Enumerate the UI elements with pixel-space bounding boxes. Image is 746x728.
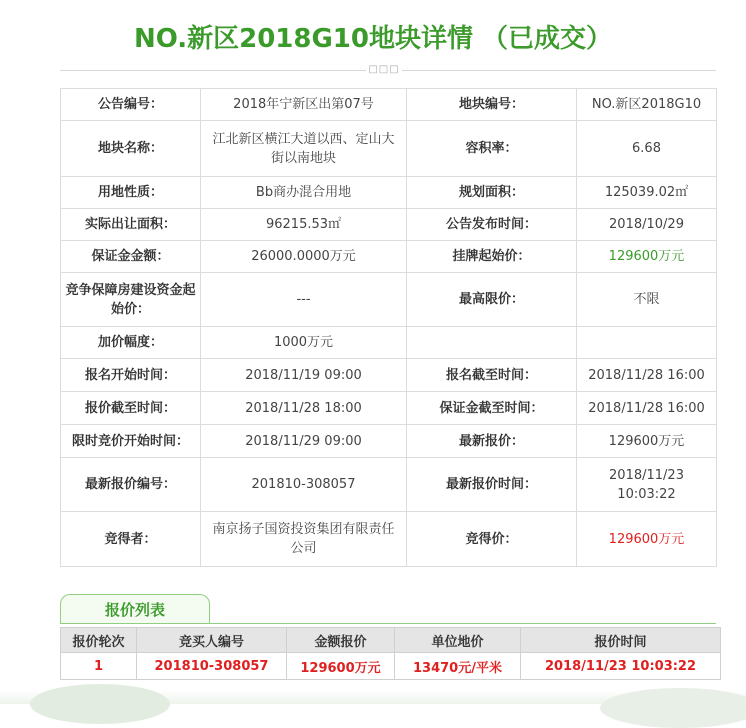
label-signup-start: 报名开始时间：	[61, 359, 201, 392]
label-max-price: 最高限价：	[407, 273, 577, 327]
value-empty	[577, 327, 717, 359]
value-max-price: 不限	[577, 273, 717, 327]
header-amount: 金额报价	[287, 628, 395, 653]
label-parcel-name: 地块名称：	[61, 121, 201, 177]
value-latest-bid-time: 2018/11/23 10:03:22	[577, 458, 717, 512]
value-winning-price: 129600万元	[577, 512, 717, 567]
value-latest-bid-no: 201810-308057	[201, 458, 407, 512]
header-unit-price: 单位地价	[395, 628, 521, 653]
label-actual-area: 实际出让面积：	[61, 209, 201, 241]
table-row	[61, 653, 721, 680]
cell-bidder-no: 201810-308057	[137, 653, 287, 680]
label-latest-bid-no: 最新报价编号：	[61, 458, 201, 512]
label-planned-area: 规划面积：	[407, 177, 577, 209]
table-row	[61, 241, 717, 273]
table-row	[61, 273, 717, 327]
table-row	[61, 177, 717, 209]
value-housing-fund-start: ---	[201, 273, 407, 327]
footer-hill-right	[600, 688, 746, 728]
label-timed-bid-start: 限时竞价开始时间：	[61, 425, 201, 458]
label-plot-ratio: 容积率：	[407, 121, 577, 177]
value-increment: 1000万元	[201, 327, 407, 359]
label-empty	[407, 327, 577, 359]
value-latest-bid: 129600万元	[577, 425, 717, 458]
cell-unit-price: 13470元/平米	[395, 653, 521, 680]
table-row	[61, 327, 717, 359]
value-timed-bid-start: 2018/11/29 09:00	[201, 425, 407, 458]
cell-amount: 129600万元	[287, 653, 395, 680]
value-deposit: 26000.0000万元	[201, 241, 407, 273]
value-land-use: Bb商办混合用地	[201, 177, 407, 209]
table-row	[61, 359, 717, 392]
table-row	[61, 458, 717, 512]
value-start-price: 129600万元	[577, 241, 717, 273]
value-actual-area: 96215.53㎡	[201, 209, 407, 241]
land-detail-table	[60, 88, 717, 567]
value-parcel-name: 江北新区横江大道以西、定山大街以南地块	[201, 121, 407, 177]
label-announcement-no: 公告编号：	[61, 89, 201, 121]
label-deposit-end: 保证金截至时间：	[407, 392, 577, 425]
value-plot-ratio: 6.68	[577, 121, 717, 177]
label-housing-fund-start: 竞争保障房建设资金起始价：	[61, 273, 201, 327]
cell-round: 1	[61, 653, 137, 680]
value-deposit-end: 2018/11/28 16:00	[577, 392, 717, 425]
value-bid-end: 2018/11/28 18:00	[201, 392, 407, 425]
table-row	[61, 89, 717, 121]
value-publish-time: 2018/10/29	[577, 209, 717, 241]
tab-price-list[interactable]: 报价列表	[60, 594, 210, 624]
label-latest-bid: 最新报价：	[407, 425, 577, 458]
value-signup-start: 2018/11/19 09:00	[201, 359, 407, 392]
page-title: NO.新区2018G10地块详情 （已成交）	[133, 24, 613, 54]
label-bid-end: 报价截至时间：	[61, 392, 201, 425]
label-land-use: 用地性质：	[61, 177, 201, 209]
price-list-header	[61, 628, 721, 653]
value-parcel-no: NO.新区2018G10	[577, 89, 717, 121]
value-announcement-no: 2018年宁新区出第07号	[201, 89, 407, 121]
price-list-underline	[60, 623, 716, 624]
price-list-table	[60, 627, 721, 680]
label-latest-bid-time: 最新报价时间：	[407, 458, 577, 512]
footer-hill-left	[30, 684, 170, 724]
label-publish-time: 公告发布时间：	[407, 209, 577, 241]
header-bid-time: 报价时间	[521, 628, 721, 653]
cell-bid-time: 2018/11/23 10:03:22	[521, 653, 721, 680]
value-winner: 南京扬子国资投资集团有限责任公司	[201, 512, 407, 567]
divider-dots: □□□	[366, 64, 402, 76]
table-row	[61, 121, 717, 177]
label-winner: 竞得者：	[61, 512, 201, 567]
table-row	[61, 512, 717, 567]
header-round: 报价轮次	[61, 628, 137, 653]
header-bidder-no: 竞买人编号	[137, 628, 287, 653]
value-planned-area: 125039.02㎡	[577, 177, 717, 209]
table-row	[61, 392, 717, 425]
label-deposit: 保证金金额：	[61, 241, 201, 273]
label-parcel-no: 地块编号：	[407, 89, 577, 121]
label-signup-end: 报名截至时间：	[407, 359, 577, 392]
label-increment: 加价幅度：	[61, 327, 201, 359]
value-signup-end: 2018/11/28 16:00	[577, 359, 717, 392]
label-winning-price: 竞得价：	[407, 512, 577, 567]
label-start-price: 挂牌起始价：	[407, 241, 577, 273]
table-row	[61, 209, 717, 241]
table-row	[61, 425, 717, 458]
